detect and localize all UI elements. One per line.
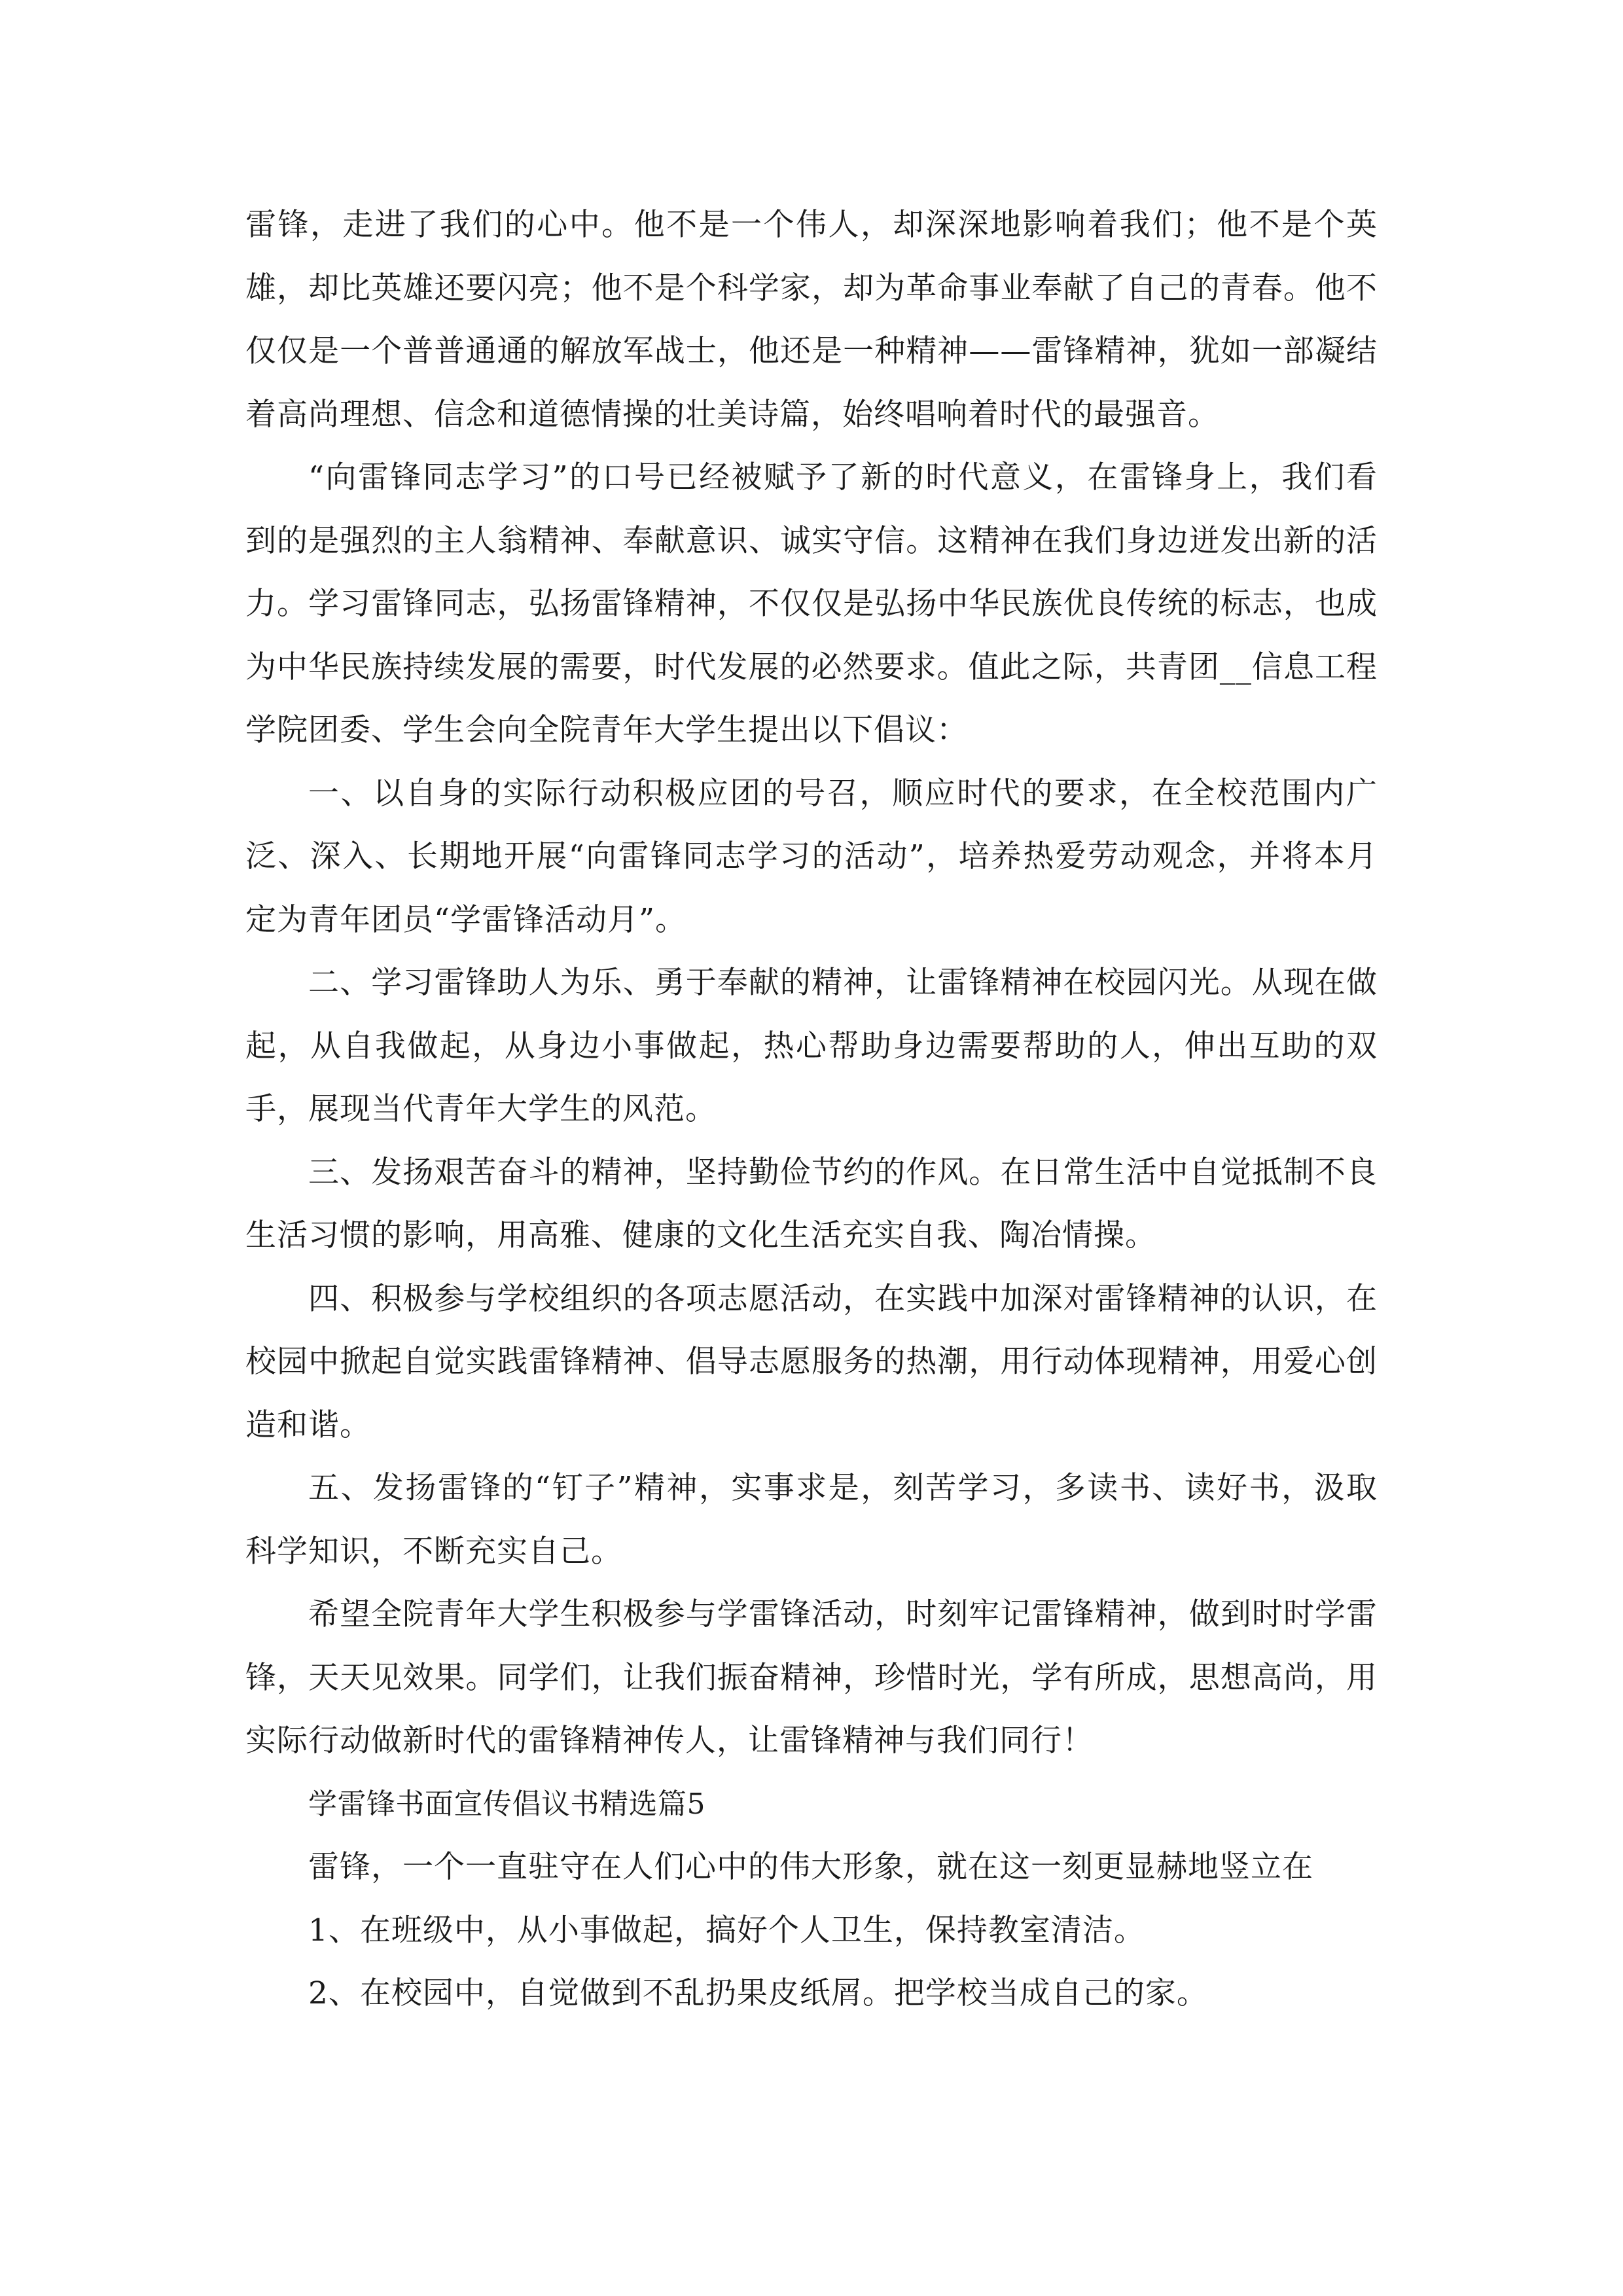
paragraph-intro: 雷锋，走进了我们的心中。他不是一个伟人，却深深地影响着我们；他不是个英雄，却比英雄还要闪亮；他不是个科学家，却为革命事业奉献了自己的青春。他不仅仅是一个普普通通的解放军战士，他还是一种精神——雷锋精神，犹如一部凝结着高尚理想、信念和道德情操的壮美诗篇，始终唱响着时代的最强音。 (245, 207, 1378, 433)
proposal-item-4: 四、积极参与学校组织的各项志愿活动，在实践中加深对雷锋精神的认识，在校园中掀起自觉实践雷锋精神、倡导志愿服务的热潮，用行动体现精神，用爱心创造和谐。 (245, 1280, 1378, 1443)
proposal-item-5: 五、发扬雷锋的“钉子”精神，实事求是，刻苦学习，多读书、读好书，汲取科学知识，不断充实自己。 (245, 1470, 1378, 1570)
section-paragraph: 雷锋，一个一直驻守在人们心中的伟大形象，就在这一刻更显赫地竖立在 (308, 1849, 1313, 1885)
section-list-item-1: 1、在班级中，从小事做起，搞好个人卫生，保持教室清洁。 (308, 1912, 1145, 1948)
paragraph-closing: 希望全院青年大学生积极参与学雷锋活动，时刻牢记雷锋精神，做到时时学雷锋，天天见效果。同学们，让我们振奋精神，珍惜时光，学有所成，思想高尚，用实际行动做新时代的雷锋精神传人，让雷锋精神与我们同行！ (245, 1596, 1378, 1759)
section-heading: 学雷锋书面宣传倡议书精选篇5 (308, 1787, 705, 1821)
document-body (245, 194, 1378, 2026)
proposal-item-3: 三、发扬艰苦奋斗的精神，坚持勤俭节约的作风。在日常生活中自觉抵制不良生活习惯的影响，用高雅、健康的文化生活充实自我、陶冶情操。 (245, 1154, 1378, 1253)
proposal-item-2: 二、学习雷锋助人为乐、勇于奉献的精神，让雷锋精神在校园闪光。从现在做起，从自我做起，从身边小事做起，热心帮助身边需要帮助的人，伸出互助的双手，展现当代青年大学生的风范。 (245, 965, 1378, 1127)
proposal-item-1: 一、以自身的实际行动积极应团的号召，顺应时代的要求，在全校范围内广泛、深入、长期地开展“向雷锋同志学习的活动”，培养热爱劳动观念，并将本月定为青年团员“学雷锋活动月”。 (245, 775, 1378, 938)
section-list-item-2: 2、在校园中，自觉做到不乱扔果皮纸屑。把学校当成自己的家。 (308, 1975, 1208, 2011)
paragraph-slogan: “向雷锋同志学习”的口号已经被赋予了新的时代意义，在雷锋身上，我们看到的是强烈的主人翁精神、奉献意识、诚实守信。这精神在我们身边迸发出新的活力。学习雷锋同志，弘扬雷锋精神，不仅仅是弘扬中华民族优良传统的标志，也成为中华民族持续发展的需要，时代发展的必然要求。值此之际，共青团__信息工程学院团委、学生会向全院青年大学生提出以下倡议： (245, 459, 1378, 748)
